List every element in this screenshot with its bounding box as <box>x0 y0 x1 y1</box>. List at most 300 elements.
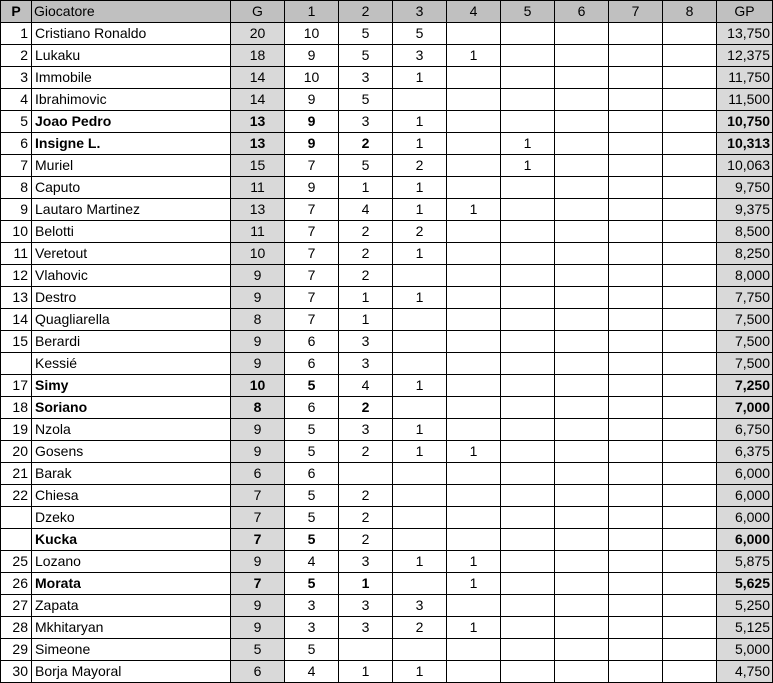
count-cell-2: 2 <box>339 133 393 155</box>
position-cell: 22 <box>1 485 32 507</box>
gp-cell: 8,000 <box>717 265 773 287</box>
count-cell-7 <box>609 573 663 595</box>
count-cell-3 <box>393 485 447 507</box>
count-cell-3: 2 <box>393 155 447 177</box>
count-cell-2: 4 <box>339 375 393 397</box>
count-cell-3: 1 <box>393 551 447 573</box>
count-cell-5 <box>501 617 555 639</box>
count-cell-6 <box>555 221 609 243</box>
position-cell: 28 <box>1 617 32 639</box>
count-cell-1: 5 <box>285 507 339 529</box>
count-cell-7 <box>609 177 663 199</box>
table-row <box>1 45 773 67</box>
count-cell-8 <box>663 463 717 485</box>
count-cell-7 <box>609 485 663 507</box>
count-cell-6 <box>555 177 609 199</box>
count-cell-3: 1 <box>393 441 447 463</box>
table-row <box>1 133 773 155</box>
count-cell-7 <box>609 45 663 67</box>
gp-cell: 5,875 <box>717 551 773 573</box>
column-header-5: 5 <box>501 1 555 23</box>
count-cell-6 <box>555 529 609 551</box>
gp-cell: 7,500 <box>717 309 773 331</box>
table-row <box>1 309 773 331</box>
gp-cell: 6,000 <box>717 529 773 551</box>
position-cell: 17 <box>1 375 32 397</box>
count-cell-6 <box>555 375 609 397</box>
count-cell-5 <box>501 265 555 287</box>
goals-cell: 14 <box>231 67 285 89</box>
position-cell: 29 <box>1 639 32 661</box>
header-row <box>1 1 773 23</box>
gp-cell: 11,500 <box>717 89 773 111</box>
count-cell-8 <box>663 177 717 199</box>
goals-cell: 9 <box>231 551 285 573</box>
position-cell: 15 <box>1 331 32 353</box>
count-cell-2: 2 <box>339 243 393 265</box>
count-cell-4 <box>447 155 501 177</box>
count-cell-3: 2 <box>393 617 447 639</box>
position-cell: 21 <box>1 463 32 485</box>
count-cell-4 <box>447 287 501 309</box>
player-name-cell: Cristiano Ronaldo <box>32 23 231 45</box>
player-name-cell: Nzola <box>32 419 231 441</box>
count-cell-6 <box>555 265 609 287</box>
player-name-cell: Destro <box>32 287 231 309</box>
count-cell-2: 1 <box>339 287 393 309</box>
count-cell-1: 7 <box>285 243 339 265</box>
column-header-position: P <box>1 1 32 23</box>
count-cell-8 <box>663 45 717 67</box>
player-name-cell: Zapata <box>32 595 231 617</box>
goals-cell: 15 <box>231 155 285 177</box>
table-row <box>1 287 773 309</box>
gp-cell: 5,250 <box>717 595 773 617</box>
position-cell: 19 <box>1 419 32 441</box>
count-cell-5 <box>501 463 555 485</box>
count-cell-8 <box>663 441 717 463</box>
player-name-cell: Vlahovic <box>32 265 231 287</box>
position-cell: 27 <box>1 595 32 617</box>
count-cell-1: 7 <box>285 221 339 243</box>
position-cell <box>1 353 32 375</box>
count-cell-2: 5 <box>339 23 393 45</box>
count-cell-7 <box>609 133 663 155</box>
count-cell-8 <box>663 67 717 89</box>
column-header-6: 6 <box>555 1 609 23</box>
player-name-cell: Chiesa <box>32 485 231 507</box>
count-cell-7 <box>609 375 663 397</box>
player-name-cell: Quagliarella <box>32 309 231 331</box>
gp-cell: 8,250 <box>717 243 773 265</box>
gp-cell: 9,375 <box>717 199 773 221</box>
table-row <box>1 199 773 221</box>
count-cell-7 <box>609 23 663 45</box>
table-row <box>1 353 773 375</box>
table-row <box>1 639 773 661</box>
goals-cell: 6 <box>231 661 285 683</box>
player-name-cell: Belotti <box>32 221 231 243</box>
goals-cell: 7 <box>231 485 285 507</box>
column-header-3: 3 <box>393 1 447 23</box>
count-cell-2: 2 <box>339 529 393 551</box>
count-cell-1: 6 <box>285 397 339 419</box>
table-row <box>1 243 773 265</box>
count-cell-1: 5 <box>285 441 339 463</box>
count-cell-4 <box>447 419 501 441</box>
count-cell-7 <box>609 265 663 287</box>
count-cell-5 <box>501 111 555 133</box>
count-cell-2: 5 <box>339 45 393 67</box>
count-cell-4 <box>447 331 501 353</box>
goals-cell: 10 <box>231 243 285 265</box>
count-cell-2: 2 <box>339 397 393 419</box>
table-row <box>1 221 773 243</box>
gp-cell: 10,313 <box>717 133 773 155</box>
count-cell-2: 2 <box>339 265 393 287</box>
count-cell-6 <box>555 111 609 133</box>
count-cell-5 <box>501 89 555 111</box>
count-cell-6 <box>555 639 609 661</box>
count-cell-7 <box>609 331 663 353</box>
position-cell: 13 <box>1 287 32 309</box>
count-cell-6 <box>555 419 609 441</box>
count-cell-4 <box>447 485 501 507</box>
count-cell-4: 1 <box>447 441 501 463</box>
player-name-cell: Kucka <box>32 529 231 551</box>
position-cell: 4 <box>1 89 32 111</box>
table-row <box>1 573 773 595</box>
count-cell-2: 3 <box>339 595 393 617</box>
position-cell: 25 <box>1 551 32 573</box>
count-cell-6 <box>555 243 609 265</box>
count-cell-6 <box>555 45 609 67</box>
position-cell: 20 <box>1 441 32 463</box>
count-cell-7 <box>609 507 663 529</box>
count-cell-8 <box>663 309 717 331</box>
count-cell-7 <box>609 67 663 89</box>
count-cell-5 <box>501 309 555 331</box>
goals-cell: 20 <box>231 23 285 45</box>
count-cell-1: 5 <box>285 639 339 661</box>
count-cell-5 <box>501 397 555 419</box>
count-cell-6 <box>555 89 609 111</box>
column-header-7: 7 <box>609 1 663 23</box>
count-cell-3: 1 <box>393 287 447 309</box>
player-name-cell: Morata <box>32 573 231 595</box>
count-cell-5 <box>501 67 555 89</box>
count-cell-7 <box>609 529 663 551</box>
count-cell-4: 1 <box>447 551 501 573</box>
count-cell-8 <box>663 155 717 177</box>
count-cell-3 <box>393 331 447 353</box>
position-cell: 9 <box>1 199 32 221</box>
gp-cell: 6,000 <box>717 463 773 485</box>
count-cell-2: 2 <box>339 221 393 243</box>
count-cell-5 <box>501 375 555 397</box>
count-cell-7 <box>609 661 663 683</box>
gp-cell: 11,750 <box>717 67 773 89</box>
table-body <box>1 23 773 683</box>
gp-cell: 5,625 <box>717 573 773 595</box>
table-row <box>1 397 773 419</box>
count-cell-3 <box>393 463 447 485</box>
count-cell-6 <box>555 23 609 45</box>
goals-cell: 18 <box>231 45 285 67</box>
count-cell-5 <box>501 419 555 441</box>
count-cell-5 <box>501 507 555 529</box>
count-cell-6 <box>555 463 609 485</box>
count-cell-1: 5 <box>285 573 339 595</box>
gp-cell: 12,375 <box>717 45 773 67</box>
count-cell-3: 1 <box>393 177 447 199</box>
count-cell-1: 10 <box>285 67 339 89</box>
count-cell-7 <box>609 111 663 133</box>
count-cell-3 <box>393 89 447 111</box>
count-cell-5 <box>501 243 555 265</box>
count-cell-7 <box>609 243 663 265</box>
count-cell-7 <box>609 155 663 177</box>
count-cell-1: 5 <box>285 375 339 397</box>
count-cell-8 <box>663 639 717 661</box>
count-cell-5 <box>501 177 555 199</box>
count-cell-5 <box>501 199 555 221</box>
table-row <box>1 419 773 441</box>
count-cell-6 <box>555 287 609 309</box>
goals-cell: 8 <box>231 309 285 331</box>
count-cell-8 <box>663 529 717 551</box>
count-cell-2: 3 <box>339 551 393 573</box>
position-cell: 1 <box>1 23 32 45</box>
player-name-cell: Lautaro Martinez <box>32 199 231 221</box>
count-cell-8 <box>663 485 717 507</box>
count-cell-7 <box>609 287 663 309</box>
count-cell-7 <box>609 639 663 661</box>
table-row <box>1 177 773 199</box>
table-row <box>1 375 773 397</box>
count-cell-2 <box>339 463 393 485</box>
gp-cell: 13,750 <box>717 23 773 45</box>
table-row <box>1 67 773 89</box>
count-cell-5 <box>501 595 555 617</box>
count-cell-6 <box>555 551 609 573</box>
goals-cell: 11 <box>231 177 285 199</box>
count-cell-6 <box>555 331 609 353</box>
player-name-cell: Simy <box>32 375 231 397</box>
count-cell-3: 1 <box>393 111 447 133</box>
count-cell-2: 5 <box>339 155 393 177</box>
count-cell-8 <box>663 375 717 397</box>
count-cell-3: 1 <box>393 67 447 89</box>
gp-cell: 6,000 <box>717 507 773 529</box>
count-cell-8 <box>663 551 717 573</box>
count-cell-5 <box>501 221 555 243</box>
count-cell-1: 5 <box>285 485 339 507</box>
player-name-cell: Berardi <box>32 331 231 353</box>
player-name-cell: Caputo <box>32 177 231 199</box>
count-cell-1: 10 <box>285 23 339 45</box>
count-cell-1: 7 <box>285 309 339 331</box>
table-row <box>1 331 773 353</box>
goals-cell: 9 <box>231 419 285 441</box>
count-cell-7 <box>609 463 663 485</box>
count-cell-5 <box>501 331 555 353</box>
count-cell-5 <box>501 639 555 661</box>
column-header-1: 1 <box>285 1 339 23</box>
gp-cell: 5,125 <box>717 617 773 639</box>
count-cell-4: 1 <box>447 617 501 639</box>
goals-cell: 9 <box>231 353 285 375</box>
table-row <box>1 595 773 617</box>
count-cell-4 <box>447 507 501 529</box>
count-cell-5 <box>501 441 555 463</box>
goals-cell: 8 <box>231 397 285 419</box>
count-cell-7 <box>609 419 663 441</box>
count-cell-2: 5 <box>339 89 393 111</box>
count-cell-5 <box>501 287 555 309</box>
count-cell-5 <box>501 45 555 67</box>
count-cell-7 <box>609 221 663 243</box>
position-cell: 30 <box>1 661 32 683</box>
count-cell-1: 6 <box>285 331 339 353</box>
count-cell-3: 1 <box>393 661 447 683</box>
count-cell-3 <box>393 573 447 595</box>
count-cell-7 <box>609 89 663 111</box>
goals-cell: 6 <box>231 463 285 485</box>
goals-cell: 7 <box>231 529 285 551</box>
position-cell: 3 <box>1 67 32 89</box>
count-cell-4 <box>447 67 501 89</box>
count-cell-5 <box>501 551 555 573</box>
count-cell-1: 7 <box>285 287 339 309</box>
position-cell: 2 <box>1 45 32 67</box>
count-cell-1: 9 <box>285 111 339 133</box>
count-cell-6 <box>555 309 609 331</box>
count-cell-8 <box>663 221 717 243</box>
count-cell-7 <box>609 199 663 221</box>
player-name-cell: Joao Pedro <box>32 111 231 133</box>
count-cell-2: 3 <box>339 353 393 375</box>
position-cell: 10 <box>1 221 32 243</box>
count-cell-7 <box>609 441 663 463</box>
count-cell-3 <box>393 353 447 375</box>
count-cell-7 <box>609 353 663 375</box>
table-row <box>1 485 773 507</box>
count-cell-5 <box>501 529 555 551</box>
count-cell-3: 3 <box>393 45 447 67</box>
count-cell-2: 4 <box>339 199 393 221</box>
count-cell-6 <box>555 353 609 375</box>
column-header-8: 8 <box>663 1 717 23</box>
count-cell-1: 7 <box>285 199 339 221</box>
gp-cell: 5,000 <box>717 639 773 661</box>
count-cell-2: 3 <box>339 617 393 639</box>
count-cell-8 <box>663 617 717 639</box>
goals-cell: 13 <box>231 199 285 221</box>
goals-cell: 9 <box>231 287 285 309</box>
count-cell-5 <box>501 485 555 507</box>
goals-cell: 13 <box>231 111 285 133</box>
player-name-cell: Barak <box>32 463 231 485</box>
count-cell-4 <box>447 463 501 485</box>
table-row <box>1 265 773 287</box>
count-cell-2: 1 <box>339 661 393 683</box>
count-cell-6 <box>555 67 609 89</box>
position-cell: 12 <box>1 265 32 287</box>
count-cell-3: 1 <box>393 419 447 441</box>
player-name-cell: Immobile <box>32 67 231 89</box>
goals-cell: 13 <box>231 133 285 155</box>
column-header-2: 2 <box>339 1 393 23</box>
count-cell-1: 3 <box>285 595 339 617</box>
count-cell-1: 7 <box>285 265 339 287</box>
goals-cell: 14 <box>231 89 285 111</box>
gp-cell: 9,750 <box>717 177 773 199</box>
count-cell-3 <box>393 639 447 661</box>
count-cell-4 <box>447 529 501 551</box>
position-cell: 11 <box>1 243 32 265</box>
count-cell-2: 3 <box>339 331 393 353</box>
count-cell-1: 4 <box>285 551 339 573</box>
goals-cell: 7 <box>231 507 285 529</box>
count-cell-8 <box>663 111 717 133</box>
count-cell-3: 1 <box>393 199 447 221</box>
table-row <box>1 111 773 133</box>
count-cell-1: 6 <box>285 353 339 375</box>
position-cell: 7 <box>1 155 32 177</box>
goals-cell: 5 <box>231 639 285 661</box>
count-cell-1: 9 <box>285 89 339 111</box>
position-cell <box>1 507 32 529</box>
count-cell-8 <box>663 573 717 595</box>
count-cell-8 <box>663 397 717 419</box>
count-cell-6 <box>555 485 609 507</box>
count-cell-7 <box>609 617 663 639</box>
goals-cell: 9 <box>231 331 285 353</box>
count-cell-4 <box>447 397 501 419</box>
count-cell-5 <box>501 23 555 45</box>
goals-cell: 9 <box>231 265 285 287</box>
count-cell-5: 1 <box>501 133 555 155</box>
gp-cell: 7,000 <box>717 397 773 419</box>
gp-cell: 7,500 <box>717 331 773 353</box>
table-row <box>1 529 773 551</box>
count-cell-8 <box>663 243 717 265</box>
table-row <box>1 463 773 485</box>
count-cell-5 <box>501 353 555 375</box>
gp-cell: 6,375 <box>717 441 773 463</box>
count-cell-8 <box>663 265 717 287</box>
count-cell-2: 2 <box>339 441 393 463</box>
player-name-cell: Dzeko <box>32 507 231 529</box>
count-cell-3 <box>393 529 447 551</box>
count-cell-6 <box>555 617 609 639</box>
count-cell-5 <box>501 573 555 595</box>
count-cell-6 <box>555 661 609 683</box>
count-cell-3: 1 <box>393 375 447 397</box>
table-row <box>1 507 773 529</box>
count-cell-6 <box>555 595 609 617</box>
count-cell-7 <box>609 309 663 331</box>
count-cell-8 <box>663 133 717 155</box>
column-header-goals: G <box>231 1 285 23</box>
column-header-4: 4 <box>447 1 501 23</box>
count-cell-4 <box>447 243 501 265</box>
count-cell-3: 3 <box>393 595 447 617</box>
gp-cell: 10,063 <box>717 155 773 177</box>
count-cell-3: 5 <box>393 23 447 45</box>
gp-cell: 4,750 <box>717 661 773 683</box>
